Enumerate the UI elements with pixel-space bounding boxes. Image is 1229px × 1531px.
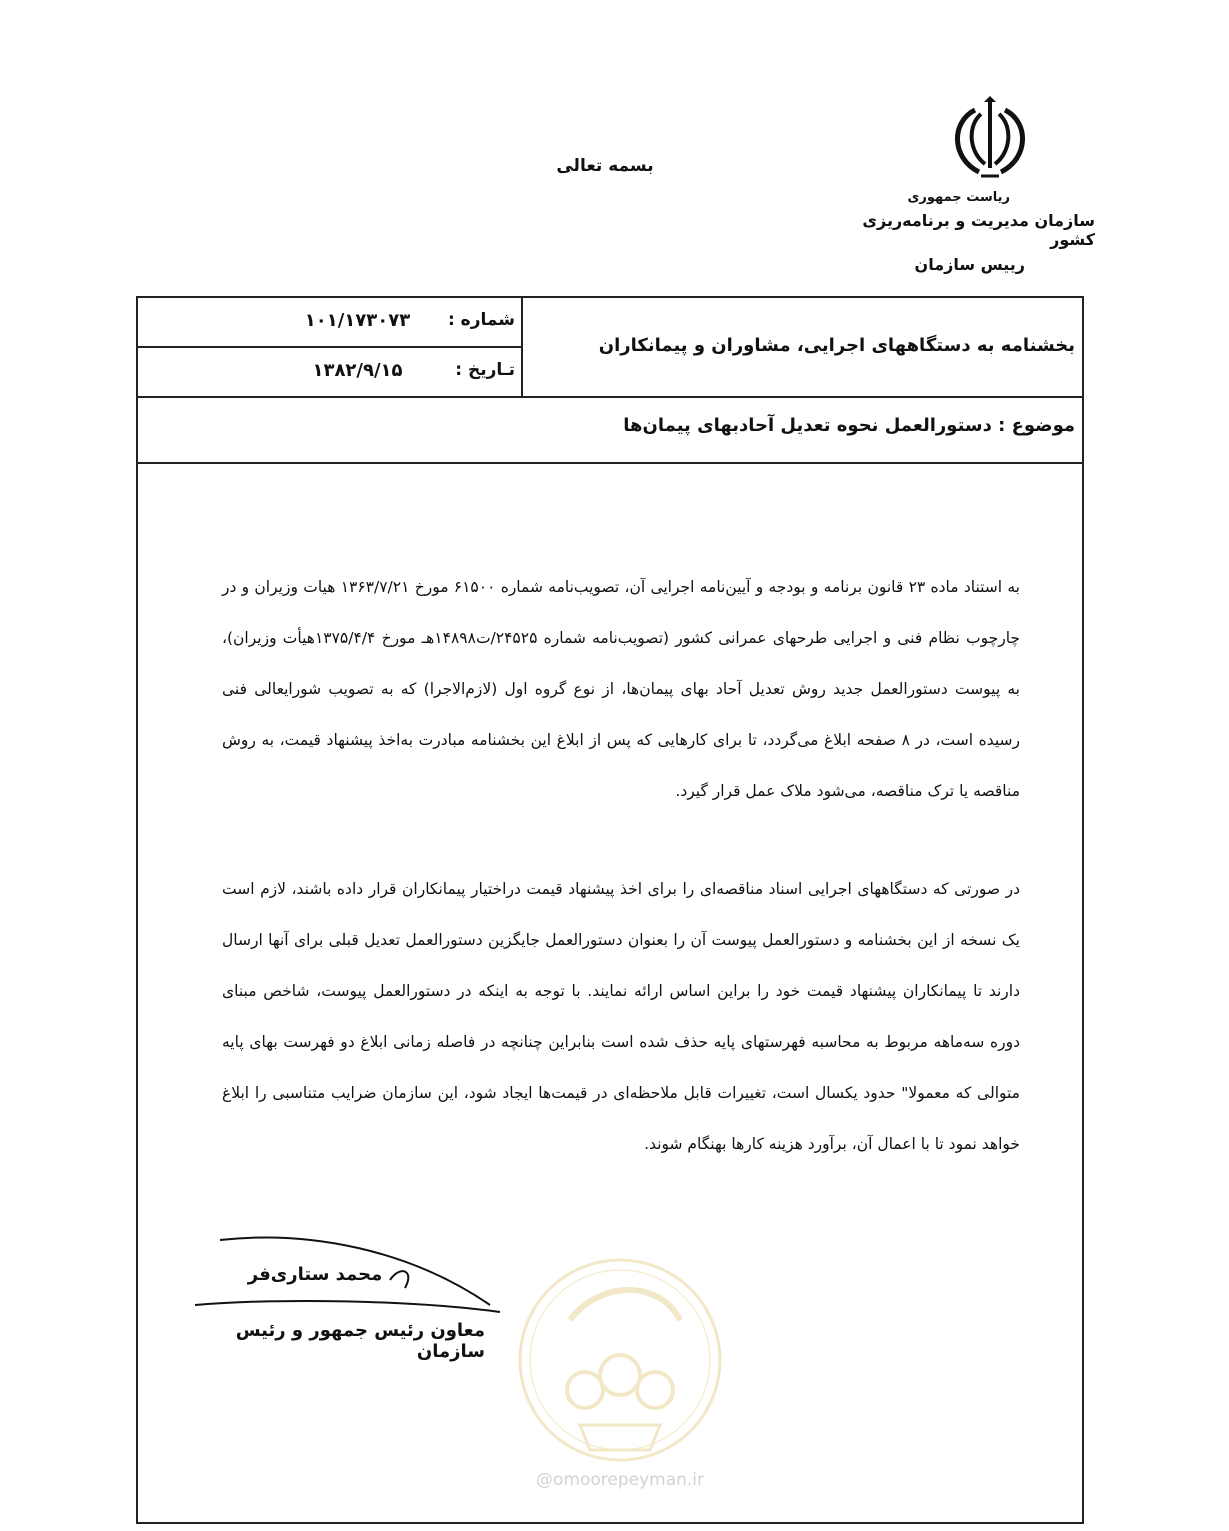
subject-divider [136, 462, 1084, 464]
date-value: ۱۳۸۲/۹/۱۵ [312, 360, 403, 381]
header-divider [136, 396, 1084, 398]
body-paragraph-1: به استناد ماده ۲۳ قانون برنامه و بودجه و آیین‌نامه اجرایی آن، تصویب‌نامه شماره ۶۱۵۰۰ مورخ ۱۳۶۳/۷/۲۱ هیات وزیران و در چارچوب نظام فنی و اجرایی طرحهای عمرانی کشور (تصویب‌نامه شماره ۲۴۵۲۵/ت۱۴۸۹۸هـ مورخ ۱۳۷۵/۴/۴هیأت وزیران)، به پیوست دستورالعمل جدید روش تعدیل آحاد بهای پیمان‌ها، از نوع گروه اول (لازم‌الاجرا) که به تصویب شورایعالی فنی رسیده است، در ۸ صفحه ابلاغ می‌گردد، تا برای کارهایی که پس از ابلاغ این بخشنامه مبادرت به‌اخذ پیشنهاد قیمت، به روش مناقصه یا ترک مناقصه، می‌شود ملاک عمل قرار گیرد. [222, 578, 1020, 800]
subject-line: موضوع : دستورالعمل نحوه تعدیل آحادبهای پیمان‌ها [623, 415, 1075, 436]
body-paragraph-2: در صورتی که دستگاههای اجرایی اسناد مناقصه‌ای را برای اخذ پیشنهاد قیمت دراختیار پیمانکاران قرار داده باشند، لازم است یک نسخه از این بخشنامه و دستورالعمل پیوست آن را بعنوان دستورالعمل جایگزین دستورالعمل تعدیل قبلی برای آنها ارسال دارند تا پیمانکاران پیشنهاد قیمت خود را براین اساس ارائه نمایند. با توجه به اینکه در دستورالعمل پیوست، شاخص مبنای دوره سه‌ماهه مربوط به محاسبه فهرستهای پایه حذف شده است بنابراین چنانچه در فاصله زمانی ابلاغ دو فهرست بهای پایه متوالی که معمولا" حدود یکسال است، تغییرات قابل ملاحظه‌ای در قیمت‌ها ایجاد شود، این سازمان ضرایب متناسبی را ابلاغ خواهد نمود تا با اعمال آن، برآورد هزینه کارها بهنگام شوند. [222, 880, 1020, 1153]
bismillah-heading: بسمه تعالی [556, 156, 654, 176]
number-value: ۱۰۱/۱۷۳۰۷۳ [304, 310, 411, 331]
number-label: شماره : [447, 310, 515, 330]
meta-row-divider [136, 346, 522, 348]
org-head: رییس سازمان [914, 255, 1025, 274]
watermark-url: @omoorepeyman.ir [535, 1470, 705, 1490]
org-presidency: ریاست جمهوری [907, 190, 1010, 205]
omoorepeyman-watermark-logo [510, 1250, 730, 1480]
signatory-title: معاون رئیس جمهور و رئیس سازمان [235, 1320, 485, 1362]
emblem-of-iran-logo [945, 92, 1035, 182]
org-management-planning: سازمان مدیریت و برنامه‌ریزی کشور [862, 211, 1095, 249]
circular-addressee: بخشنامه به دستگاههای اجرایی، مشاوران و پیمانکاران [598, 335, 1075, 356]
issuing-organization [820, 190, 1095, 274]
date-label: تـاریخ : [455, 360, 515, 380]
signatory-name: محمد ستاری‌فر [247, 1264, 383, 1285]
